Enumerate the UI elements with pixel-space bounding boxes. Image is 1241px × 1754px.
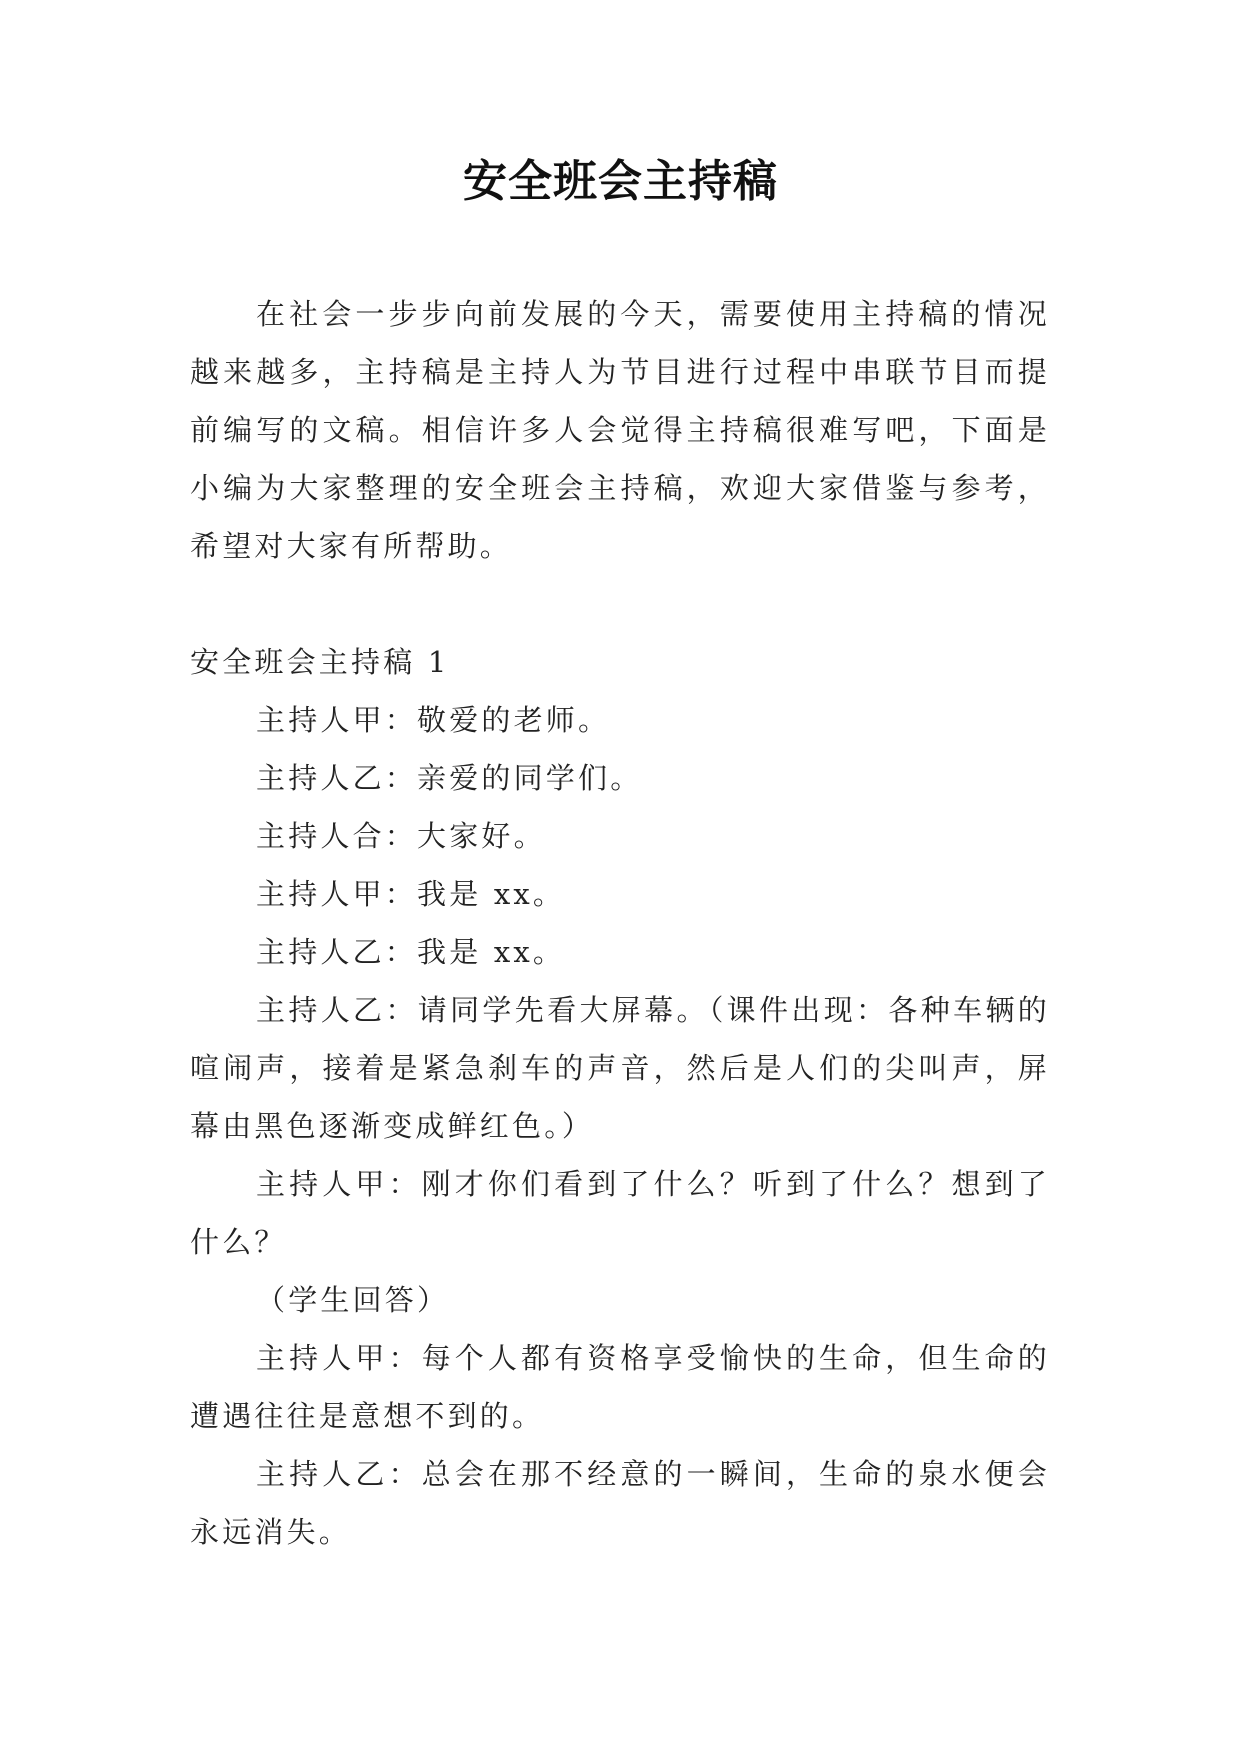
paragraph: 主持人甲：敬爱的老师。 xyxy=(256,703,611,737)
document-body xyxy=(190,285,1050,1561)
section-heading: 安全班会主持稿 1 xyxy=(190,645,450,679)
paragraph: 主持人合：大家好。 xyxy=(256,819,546,853)
paragraph: 主持人乙：总会在那不经意的一瞬间，生命的泉水便会永远消失。 xyxy=(190,1457,1050,1549)
paragraph: 主持人甲：我是 xx。 xyxy=(256,877,566,911)
paragraph: 主持人乙：我是 xx。 xyxy=(256,935,566,969)
paragraph: 主持人乙：请同学先看大屏幕。（课件出现：各种车辆的喧闹声，接着是紧急刹车的声音，然后是人们的尖叫声，屏幕由黑色逐渐变成鲜红色。） xyxy=(190,993,1050,1143)
paragraph: （学生回答） xyxy=(256,1283,450,1317)
paragraph: 主持人乙：亲爱的同学们。 xyxy=(256,761,643,795)
document-title: 安全班会主持稿 xyxy=(463,156,778,207)
paragraph: 主持人甲：每个人都有资格享受愉快的生命，但生命的遭遇往往是意想不到的。 xyxy=(190,1341,1050,1433)
paragraph: 主持人甲：刚才你们看到了什么？听到了什么？想到了什么？ xyxy=(190,1167,1050,1259)
intro-paragraph: 在社会一步步向前发展的今天，需要使用主持稿的情况越来越多，主持稿是主持人为节目进行过程中串联节目而提前编写的文稿。相信许多人会觉得主持稿很难写吧，下面是小编为大家整理的安全班会主持稿，欢迎大家借鉴与参考，希望对大家有所帮助。 xyxy=(190,297,1050,563)
